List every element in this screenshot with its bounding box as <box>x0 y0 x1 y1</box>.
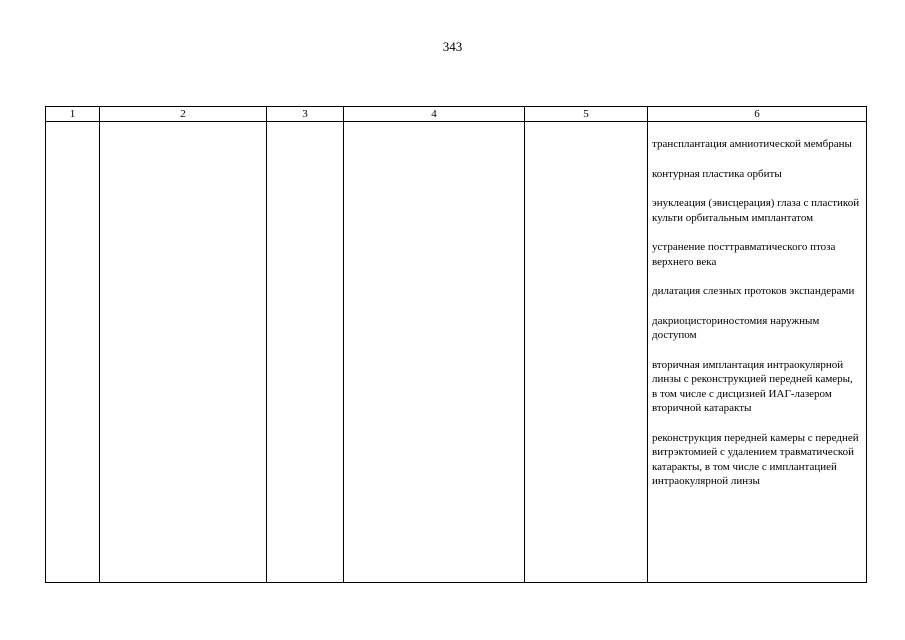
procedure-item: дакриоцисториностомия наружным доступом <box>652 314 820 341</box>
cell-col-4 <box>344 122 525 583</box>
column-header-5: 5 <box>525 107 648 122</box>
procedure-list <box>648 122 866 489</box>
procedure-item: трансплантация амниотической мембраны <box>652 138 852 150</box>
procedure-item: дилатация слезных протоков экспандерами <box>652 285 855 297</box>
procedure-item: энуклеация (эвисцерация) глаза с пластикой культи орбитальным имплантатом <box>652 197 860 224</box>
column-header-4: 4 <box>344 107 525 122</box>
procedure-item: вторичная имплантация интраокулярной линзы с реконструкцией передней камеры, в том числе с дисцизией ИАГ-лазером вторичной катаракты <box>652 358 853 414</box>
page-number: 343 <box>442 39 463 54</box>
column-header-3: 3 <box>267 107 344 122</box>
table-row <box>46 122 867 583</box>
cell-col-5 <box>525 122 648 583</box>
procedure-item: реконструкция передней камеры с передней витрэктомией с удалением травматической катаракты, в том числе с имплантацией интраокулярной линзы <box>652 431 859 487</box>
column-header-6: 6 <box>648 107 867 122</box>
column-header-1: 1 <box>46 107 100 122</box>
procedure-item: устранение посттравматического птоза верхнего века <box>652 241 836 268</box>
procedure-item: контурная пластика орбиты <box>652 167 782 180</box>
cell-col-3 <box>267 122 344 583</box>
procedures-table <box>45 106 867 583</box>
column-header-2: 2 <box>100 107 267 122</box>
cell-col-6 <box>648 122 867 583</box>
cell-col-1 <box>46 122 100 583</box>
header-row <box>46 107 867 122</box>
cell-col-2 <box>100 122 267 583</box>
